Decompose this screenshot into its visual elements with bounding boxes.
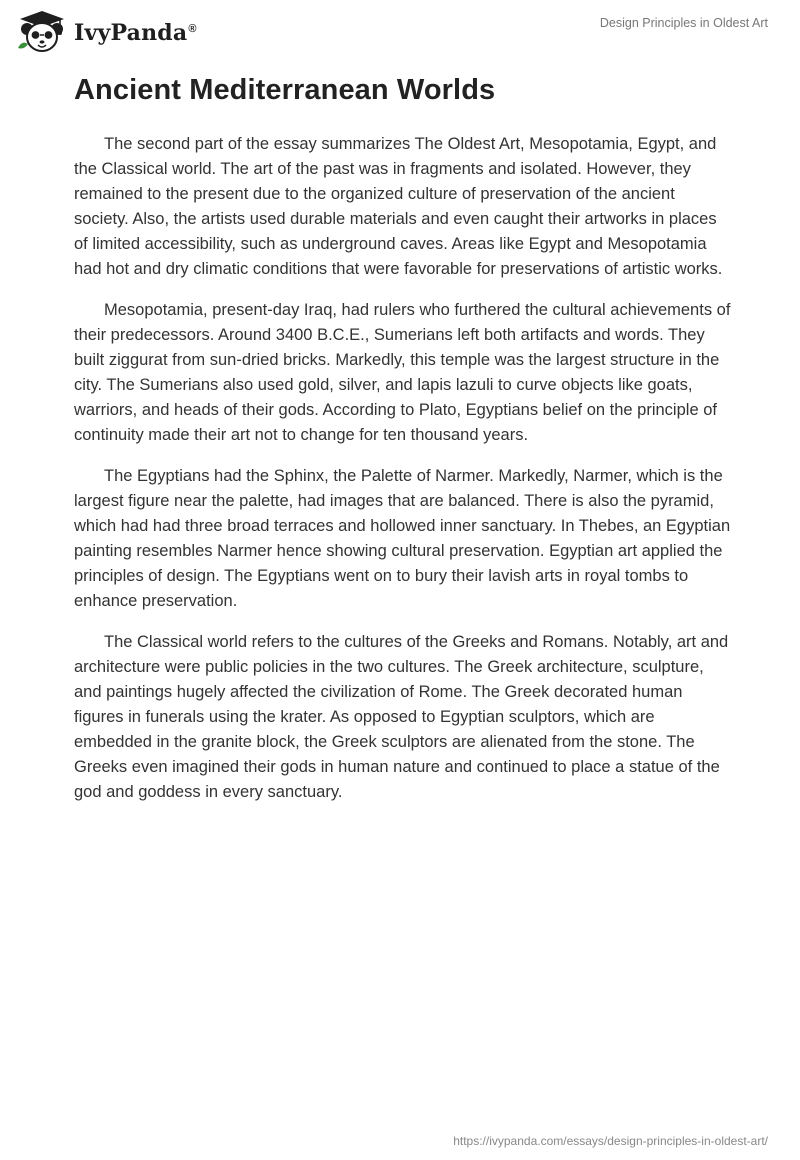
running-title: Design Principles in Oldest Art [599,16,768,30]
page-header [0,0,800,70]
panda-graduate-icon [14,8,70,56]
article-body [74,132,734,805]
paragraph: The Egyptians had the Sphinx, the Palette of Narmer. Markedly, Narmer, which is the largest figure near the palette, had images that are balanced. There is also the pyramid, which had had three broad terraces and hollowed inner sanctuary. In Thebes, an Egyptian painting resembles Narmer hence showing cultural preservation. Egyptian art applied the principles of design. The Egyptians went on to bury their lavish arts in royal tombs to enhance preservation. [74,467,731,610]
registered-mark: ® [188,22,197,35]
source-url[interactable]: https://ivypanda.com/essays/design-principles-in-oldest-art/ [453,1134,768,1148]
brand-name: IvyPanda® [74,20,197,46]
paragraph: Mesopotamia, present-day Iraq, had rulers who furthered the cultural achievements of their predecessors. Around 3400 B.C.E., Sumerians left both artifacts and words. They built ziggurat from sun-dried bricks. Markedly, this temple was the largest structure in the city. The Sumerians also used gold, silver, and lapis lazuli to curve objects like goats, warriors, and heads of their gods. According to Plato, Egyptians belief on the principle of continuity made their art not to change for ten thousand years. [74,301,731,444]
ivypanda-logo[interactable] [14,8,197,56]
paragraph: The second part of the essay summarizes The Oldest Art, Mesopotamia, Egypt, and the Classical world. The art of the past was in fragments and isolated. However, they remained to the present due to the organized culture of preservation of the ancient society. Also, the artists used durable materials and even caught their artworks in places of limited accessibility, such as underground caves. Areas like Egypt and Mesopotamia had hot and dry climatic conditions that were favorable for preservations of artistic works. [74,135,723,278]
article [74,70,734,821]
paragraph: The Classical world refers to the cultures of the Greeks and Romans. Notably, art and architecture were public policies in the two cultures. The Greek architecture, sculpture, and paintings hugely affected the civilization of Rome. The Greek decorated human figures in funerals using the krater. As opposed to Egyptian sculptors, which are embedded in the granite block, the Greek sculptors are alienated from the stone. The Greeks even imagined their gods in human nature and continued to place a statue of the god and goddess in every sanctuary. [74,633,729,801]
article-heading: Ancient Mediterranean Worlds [74,74,496,106]
